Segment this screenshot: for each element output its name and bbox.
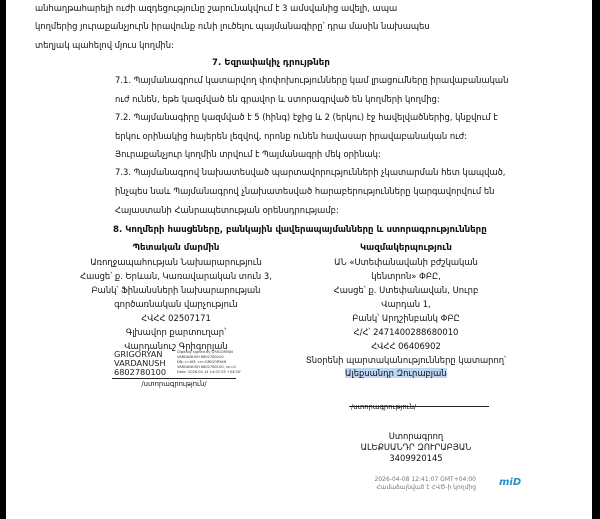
signature-detail-line: Digitally signed by GRIGORYAN (177, 350, 233, 354)
paragraph-7-3-line: ինչպես նաև Պայմանագրով չնախատեսված հարաբերությունները կարգավորվում են (115, 186, 495, 196)
paragraph-7-2-line: երկու օրինակից հայերեն լեզվով, որոնք ունեն հավասար իրավաբանական ուժ: (115, 131, 468, 141)
intro-line: անհաղթահարելի ուժի ազդեցությունը շարունակվում է 3 ամսվանից ավելի, ապա (35, 3, 398, 13)
supplier-signer-id: 3409920145 (389, 453, 443, 463)
signature-detail-line: Date: 2026.04.14 14:07:55 +04'00' (177, 370, 242, 374)
supplier-title: Կազմակերպություն (360, 243, 452, 253)
supplier-tax-id: ՀՎՀՀ 06406902 (371, 341, 441, 351)
supplier-line: կենտրոն» ՓԲԸ, (371, 271, 441, 281)
supplier-line: ԱՆ «Ստեփանավանի բժշկական (334, 257, 478, 267)
supplier-signer-role: Ստորագրող (388, 431, 444, 441)
paragraph-7-3-line: Հայաստանի Հանրապետության օրենսդրությամբ: (115, 205, 339, 215)
supplier-signature-caption: /ստորագրություն/ (351, 403, 417, 411)
paragraph-7-2-line: 7.2. Պայմանագիրը կազմված է 5 (հինգ) էջից և 2 (երկու) էջ հավելվածներից, կնքվում է (115, 112, 498, 122)
intro-line: կողմերից յուրաքանչյուրն իրավունք ունի լուծելու պայմանագիրը՝ դրա մասին նախապես (35, 21, 430, 31)
document-page (6, 0, 592, 519)
customer-signature-caption: /ստորագրություն/ (141, 380, 207, 388)
paragraph-7-2-line: Յուրաքանչյուր կողմին տրվում է Պայմանագրի մեկ օրինակ: (115, 149, 381, 159)
supplier-line: Բանկ՝ Արդշինբանկ ՓԲԸ (352, 313, 460, 323)
footer-note: Համաձայնված է ՀՎԾ-ի կողմից (376, 484, 476, 491)
footer-timestamp: 2026-04-08 12:41:07 GMT+04:00 (374, 476, 476, 483)
signature-detail-line: VARDANUSH 6802780100, sn=G (177, 365, 236, 369)
signature-detail-line: VARDANUSH 6802780100 (177, 355, 224, 359)
signature-name-line: VARDANUSH (114, 358, 166, 368)
customer-line: Առողջապահության Նախարարություն (90, 257, 262, 267)
supplier-line: Վարդան 1, (381, 299, 431, 309)
supplier-account: Հ/Հ՝ 2471400288680010 (353, 327, 459, 337)
right-frame (592, 0, 600, 519)
customer-line: գործառնական վարչություն (114, 299, 238, 309)
section-8-title: 8. Կողմերի հասցեները, բանկային վավերապայմանները և ստորագրությունները (113, 225, 487, 235)
intro-line: տեղյակ պահելով մյուս կողմին: (35, 40, 174, 50)
supplier-line: Հասցե՝ ք. Ստեփանավան, Սուրբ (333, 285, 479, 295)
supplier-signer-name: ԱԼԵՔՍԱՆԴՐ ԶՈՒՐԱԲՅԱՆ (360, 442, 472, 452)
customer-signer-name: Վարդանուշ Գրիգորյան (124, 341, 228, 351)
customer-line: Հասցե՝ ք. Երևան, Կառավարական տուն 3, (80, 271, 272, 281)
supplier-director-name[interactable] (345, 368, 447, 379)
paragraph-7-1-line: ուժ ունեն, եթե կազմված են գրավոր և ստորագրված են կողմերի կողմից: (115, 94, 440, 104)
signature-detail-line: DN: c=AM, cn=GRIGORYAN (177, 360, 227, 364)
signature-name-line: 6802780100 (114, 367, 167, 377)
mid-logo: miD (499, 477, 522, 488)
paragraph-7-1-line: 7.1. Պայմանագրում կատարվող փոփոխությունները կամ լրացումները իրավաբանական (115, 75, 509, 85)
customer-title: Պետական մարմին (132, 243, 220, 253)
text-selection-highlight[interactable]: Ալեքսանդր Զուրաբյան (345, 368, 447, 378)
customer-line: Գլխավոր քարտուղար՝ (125, 327, 227, 337)
signature-name-line: GRIGORYAN (114, 349, 163, 359)
paragraph-7-3-line: 7.3. Պայմանագրով նախատեսված պարտավորությունների չկատարման հետ կապված, (115, 167, 506, 177)
section-7-title: 7. Եզրափակիչ դրույթներ (212, 58, 330, 68)
customer-line: Բանկ՝ Ֆինանսների նախարարության (91, 285, 261, 295)
supplier-line: Տնօրենի պարտականությունները կատարող՝ (305, 355, 507, 365)
customer-tax-id: ՀՎՀՀ 02507171 (141, 313, 211, 323)
